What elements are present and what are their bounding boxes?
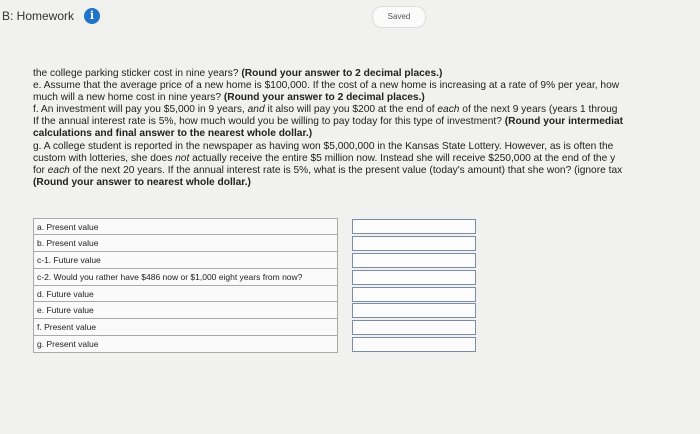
question-f-cont: If the annual interest rate is 5%, how much would you be willing to pay today for this type of investment? (Round your intermediat	[33, 116, 624, 128]
answer-input-e[interactable]	[352, 303, 476, 318]
answer-input-a[interactable]	[352, 219, 476, 234]
answer-input-b[interactable]	[352, 236, 476, 251]
answer-row	[33, 252, 476, 269]
answer-table	[33, 218, 476, 353]
answer-label: a. Present value	[33, 218, 338, 235]
answer-row	[33, 336, 476, 353]
assignment-title: B: Homework	[2, 9, 75, 23]
answer-row	[33, 319, 476, 336]
question-e-cont: much will a new home cost in nine years? (Round your answer to 2 decimal places.)	[33, 92, 425, 104]
answer-label: d. Future value	[33, 286, 338, 303]
question-g-cont2: for each of the next 20 years. If the annual interest rate is 5%, what is the present value (today's amount) that she won? (ignore tax	[33, 164, 623, 176]
answer-label: c-2. Would you rather have $486 now or $1,000 eight years from now?	[33, 269, 338, 286]
answer-row	[33, 286, 476, 303]
question-f: f. An investment will pay you $5,000 in 9 years, and it also will pay you $200 at the end of each of the next 9 years (years 1 throug	[33, 104, 618, 116]
answer-row	[33, 302, 476, 319]
question-g: g. A college student is reported in the newspaper as having won $5,000,000 in the Kansas State Lottery. However, as is often the	[33, 140, 614, 152]
answer-row	[33, 269, 476, 286]
question-text	[33, 68, 700, 189]
answer-input-c2[interactable]	[352, 270, 476, 285]
answer-label: e. Future value	[33, 302, 338, 319]
question-e: e. Assume that the average price of a new home is $100,000. If the cost of a new home is increasing at a rate of 9% per year, how	[33, 80, 620, 92]
question-g-cont: custom with lotteries, she does not actually receive the entire $5 million now. Instead she will receive $250,000 at the end of the y	[33, 152, 616, 164]
answer-input-f[interactable]	[352, 320, 476, 335]
answer-label: f. Present value	[33, 319, 338, 336]
answer-row	[33, 218, 476, 235]
saved-status-button[interactable]: Saved	[372, 6, 426, 28]
answer-input-g[interactable]	[352, 337, 476, 352]
answer-label: c-1. Future value	[33, 252, 338, 269]
question-line: the college parking sticker cost in nine years? (Round your answer to 2 decimal places.)	[33, 68, 443, 79]
answer-label: b. Present value	[33, 235, 338, 252]
answer-input-c1[interactable]	[352, 253, 476, 268]
top-bar	[0, 0, 700, 34]
answer-row	[33, 235, 476, 252]
question-f-bold: calculations and final answer to the nearest whole dollar.)	[33, 128, 313, 140]
info-icon[interactable]: i	[84, 8, 100, 24]
answer-input-d[interactable]	[352, 287, 476, 302]
question-g-bold: (Round your answer to nearest whole dollar.)	[33, 176, 251, 188]
answer-label: g. Present value	[33, 336, 338, 353]
